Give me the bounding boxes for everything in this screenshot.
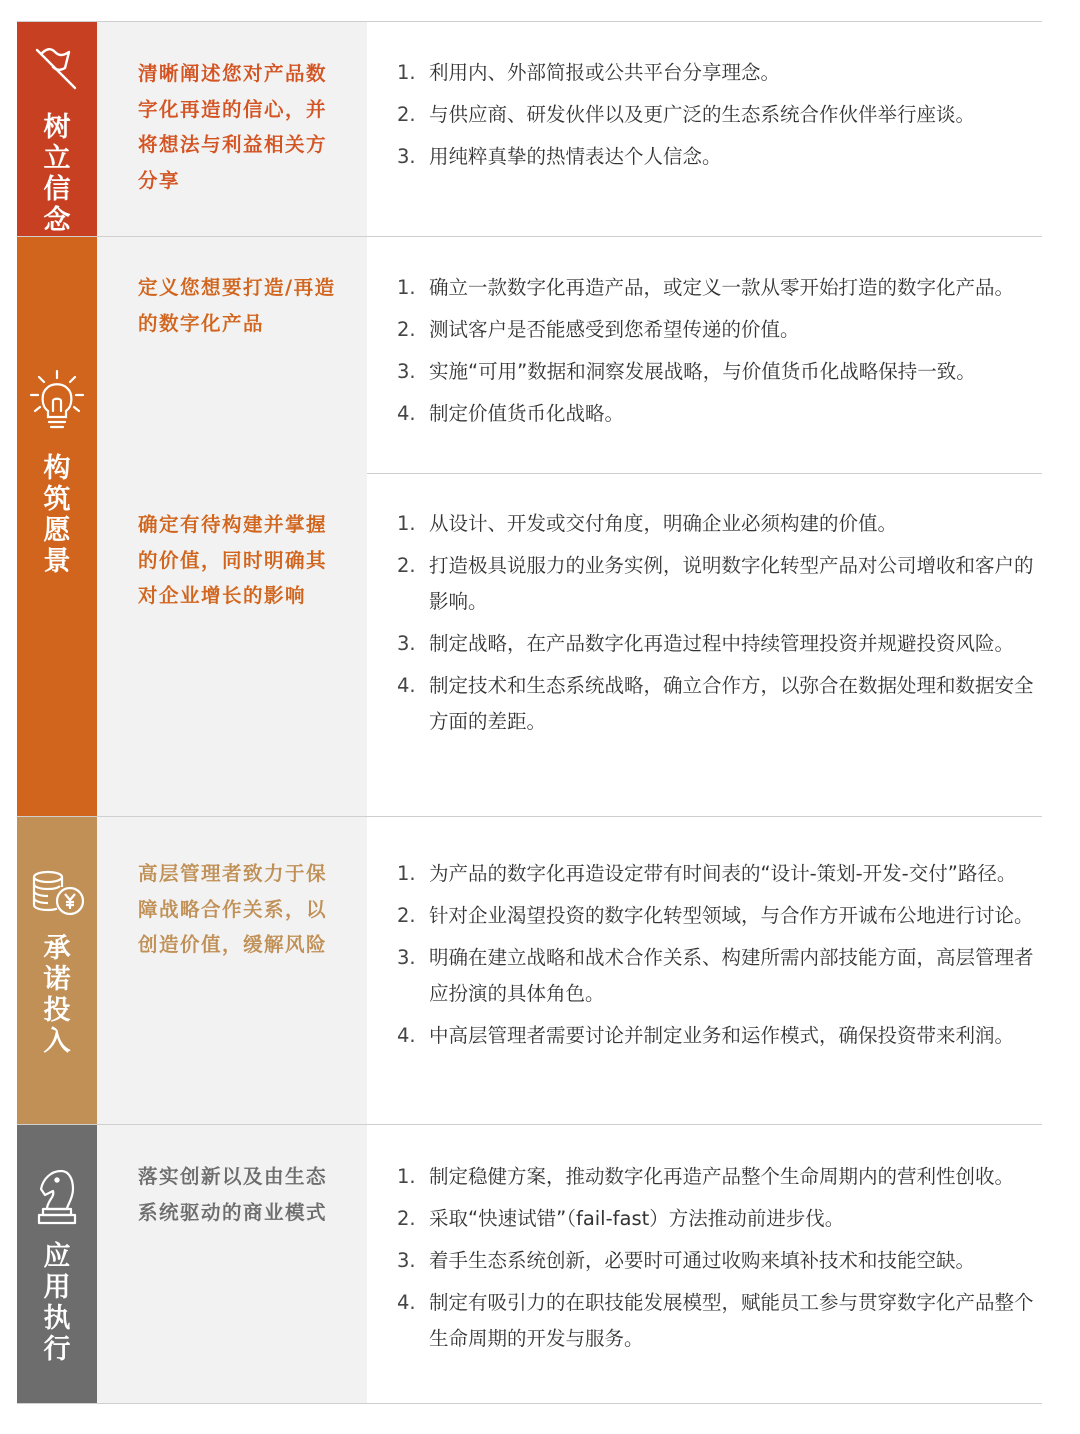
list-item: 2. 针对企业渴望投资的数字化转型领域，与合作方开诚布公地进行讨论。 xyxy=(397,904,1034,927)
section-label: 树立信念 xyxy=(43,112,71,236)
coins-icon xyxy=(28,869,86,919)
list-item: 4. 制定技术和生态系统战略，确立合作方，以弥合在数据处理和数据安全方面的差距。 xyxy=(397,674,1034,733)
chess-knight-icon xyxy=(35,1165,79,1227)
list-item: 3. 实施“可用”数据和洞察发展战略，与价值货币化战略保持一致。 xyxy=(397,360,976,383)
list-item: 1. 确立一款数字化再造产品，或定义一款从零开始打造的数字化产品。 xyxy=(397,276,1015,299)
list-item: 4. 中高层管理者需要讨论并制定业务和运作模式，确保投资带来利润。 xyxy=(397,1024,1015,1047)
section-band-belief xyxy=(17,22,97,236)
goal-text: 高层管理者致力于保障战略合作关系，以创造价值，缓解风险 xyxy=(138,862,328,956)
list-item: 1. 制定稳健方案，推动数字化再造产品整个生命周期内的营利性创收。 xyxy=(397,1165,1015,1188)
goal-text: 确定有待构建并掌握的价值，同时明确其对企业增长的影响 xyxy=(138,513,328,607)
action-list xyxy=(397,270,1049,438)
section-label: 构筑愿景 xyxy=(43,453,71,577)
list-item: 1. 从设计、开发或交付角度，明确企业必须构建的价值。 xyxy=(397,512,898,535)
goal-text: 定义您想要打造/再造的数字化产品 xyxy=(138,276,336,335)
list-item: 1. 为产品的数字化再造设定带有时间表的“设计-策划-开发-交付”路径。 xyxy=(397,862,1017,885)
list-item: 2. 测试客户是否能感受到您希望传递的价值。 xyxy=(397,318,800,341)
action-list xyxy=(397,506,1049,746)
list-item: 4. 制定价值货币化战略。 xyxy=(397,402,625,425)
divider-line xyxy=(17,1403,1042,1404)
section-band-commitment xyxy=(17,817,97,1124)
list-item: 4. 制定有吸引力的在职技能发展模型，赋能员工参与贯穿数字化产品整个生命周期的开发与服务。 xyxy=(397,1291,1034,1350)
list-item: 3. 制定战略，在产品数字化再造过程中持续管理投资并规避投资风险。 xyxy=(397,632,1015,655)
flag-icon xyxy=(29,40,85,96)
section-band-vision xyxy=(17,237,97,816)
lightbulb-icon xyxy=(27,367,87,433)
list-item: 2. 采取“快速试错”（fail-fast）方法推动前进步伐。 xyxy=(397,1207,845,1230)
goal-text: 落实创新以及由生态系统驱动的商业模式 xyxy=(138,1165,328,1224)
section-label: 应用执行 xyxy=(43,1241,71,1365)
list-item: 1. 利用内、外部简报或公共平台分享理念。 xyxy=(397,61,781,84)
action-list xyxy=(397,856,1049,1060)
goal-text: 清晰阐述您对产品数字化再造的信心，并将想法与利益相关方分享 xyxy=(138,62,328,192)
section-band-execution xyxy=(17,1125,97,1403)
list-item: 3. 着手生态系统创新，必要时可通过收购来填补技术和技能空缺。 xyxy=(397,1249,976,1272)
list-item: 2. 与供应商、研发伙伴以及更广泛的生态系统合作伙伴举行座谈。 xyxy=(397,103,976,126)
list-item: 3. 明确在建立战略和战术合作关系、构建所需内部技能方面，高层管理者应扮演的具体角色。 xyxy=(397,946,1034,1005)
list-item: 3. 用纯粹真挚的热情表达个人信念。 xyxy=(397,145,722,168)
list-item: 2. 打造极具说服力的业务实例，说明数字化转型产品对公司增收和客户的影响。 xyxy=(397,554,1034,613)
section-label: 承诺投入 xyxy=(43,933,71,1057)
action-list xyxy=(397,55,1049,181)
action-list xyxy=(397,1159,1049,1363)
